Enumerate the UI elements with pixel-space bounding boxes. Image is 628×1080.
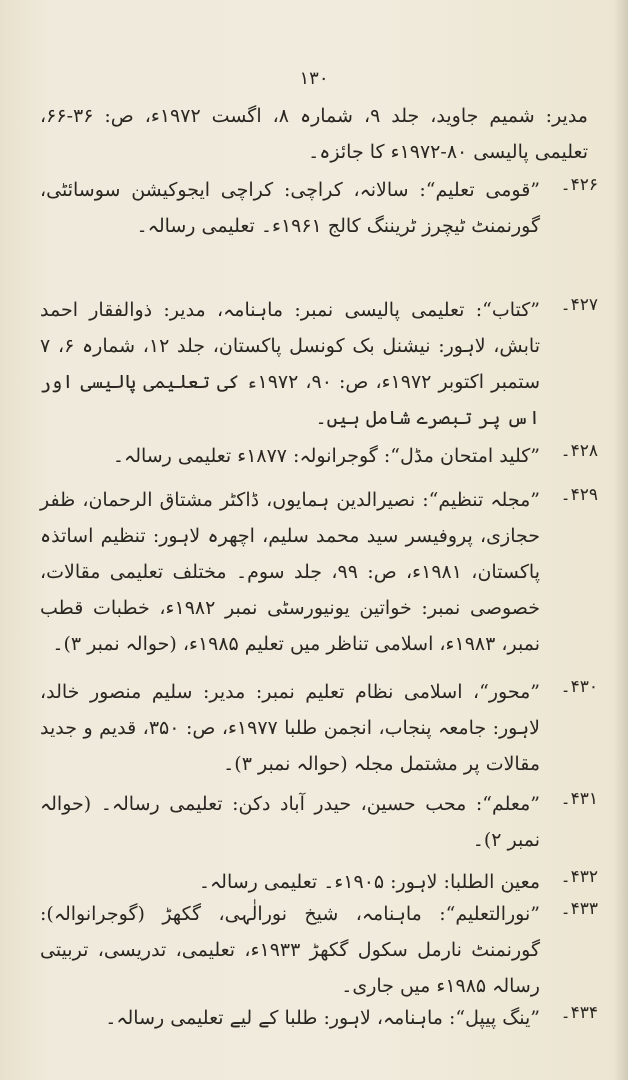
entry-number: ۴۲۹۔ bbox=[560, 485, 598, 505]
entry-text: مدیر: شمیم جاوید، جلد ۹، شمارہ ۸، اگست ۱۹۷۲ء، ص: ۳۶-۶۶، تعلیمی پالیسی ۸۰-۱۹۷۲ء کا جائزہ۔ bbox=[40, 105, 588, 163]
entry-number: ۴۳۳۔ bbox=[560, 899, 598, 919]
entry-text: ”کلید امتحان مڈل“: گوجرانولہ: ۱۸۷۷ء تعلیمی رسالہ۔ bbox=[112, 445, 540, 467]
bibliography-list bbox=[0, 98, 628, 1036]
entry-number: ۴۳۴۔ bbox=[560, 1003, 598, 1023]
list-item bbox=[0, 98, 628, 172]
list-item bbox=[0, 864, 628, 896]
entry-text: ”محور“، اسلامی نظام تعلیم نمبر: مدیر: سلیم منصور خالد، لاہور: جامعہ پنجاب، انجمن طلبا ۱۹۷۷ء، ص: ۳۵۰، قدیم و جدید مقالات پر مشتمل مجلہ (حوالہ نمبر ۳)۔ bbox=[40, 681, 540, 775]
entry-text: ”نورالتعلیم“: ماہنامہ، شیخ نورالٰہی، گکھڑ (گوجرانوالہ): گورنمنٹ نارمل سکول گکھڑ ۱۹۳۳ء، تعلیمی، تدریسی، تربیتی رسالہ ۱۹۸۵ء میں جاری۔ bbox=[40, 903, 540, 997]
entry-number: ۴۲۷۔ bbox=[560, 295, 598, 315]
entry-text: ”ینگ پیپل“: ماہنامہ، لاہور: طلبا کے لیے تعلیمی رسالہ۔ bbox=[105, 1007, 540, 1029]
list-item bbox=[0, 896, 628, 1000]
list-item bbox=[0, 1000, 628, 1036]
entry-text: ”مجلہ تنظیم“: نصیرالدین ہمایوں، ڈاکٹر مشتاق الرحمان، ظفر حجازی، پروفیسر سید محمد سلیم، اچھرہ لاہور: تنظیم اساتذہ پاکستان، ۱۹۸۱ء، ص: ۹۹، جلد سوم۔ مختلف تعلیمی مقالات، خصوصی نمبر: خواتین یونیورسٹی نمبر ۱۹۸۲ء، خطبات قطب نمبر، ۱۹۸۳ء، اسلامی تناظر میں تعلیم ۱۹۸۵ء، (حوالہ نمبر ۳)۔ bbox=[40, 489, 540, 655]
entry-text: معین الطلبا: لاہور: ۱۹۰۵ء۔ تعلیمی رسالہ۔ bbox=[198, 871, 540, 893]
entry-text: ”قومی تعلیم“: سالانہ، کراچی: کراچی ایجوکیشن سوسائٹی، گورنمنٹ ٹیچرز ٹریننگ کالج ۱۹۶۱ء۔ تعلیمی رسالہ۔ bbox=[40, 179, 540, 237]
list-item bbox=[0, 172, 628, 284]
list-item bbox=[0, 786, 628, 860]
entry-text: ”کتاب“: تعلیمی پالیسی نمبر: ماہنامہ، مدیر: ذوالفقار احمد تابش، لاہور: نیشنل بک کونسل پاکستان، جلد ۱۲، شمارہ ۶، ۷ ستمبر اکتوبر ۱۹۷۲ء، ص: ۹۰، ۱۹۷۲ء کی تعلیمی پالیسی اور اس پر تبصرے شامل ہیں۔ bbox=[40, 299, 541, 429]
entry-number: ۴۲۸۔ bbox=[560, 441, 598, 461]
list-item bbox=[0, 674, 628, 782]
page-number: ۱۳۰ bbox=[299, 68, 329, 89]
list-item bbox=[0, 438, 628, 476]
list-item bbox=[0, 292, 628, 432]
entry-number: ۴۳۰۔ bbox=[560, 677, 598, 697]
entry-text: ”معلم“: محب حسین، حیدر آباد دکن: تعلیمی رسالہ۔ (حوالہ نمبر ۲)۔ bbox=[40, 793, 540, 851]
list-item bbox=[0, 482, 628, 668]
entry-number: ۴۲۶۔ bbox=[560, 175, 598, 195]
entry-number: ۴۳۲۔ bbox=[560, 867, 598, 887]
entry-number: ۴۳۱۔ bbox=[560, 789, 598, 809]
